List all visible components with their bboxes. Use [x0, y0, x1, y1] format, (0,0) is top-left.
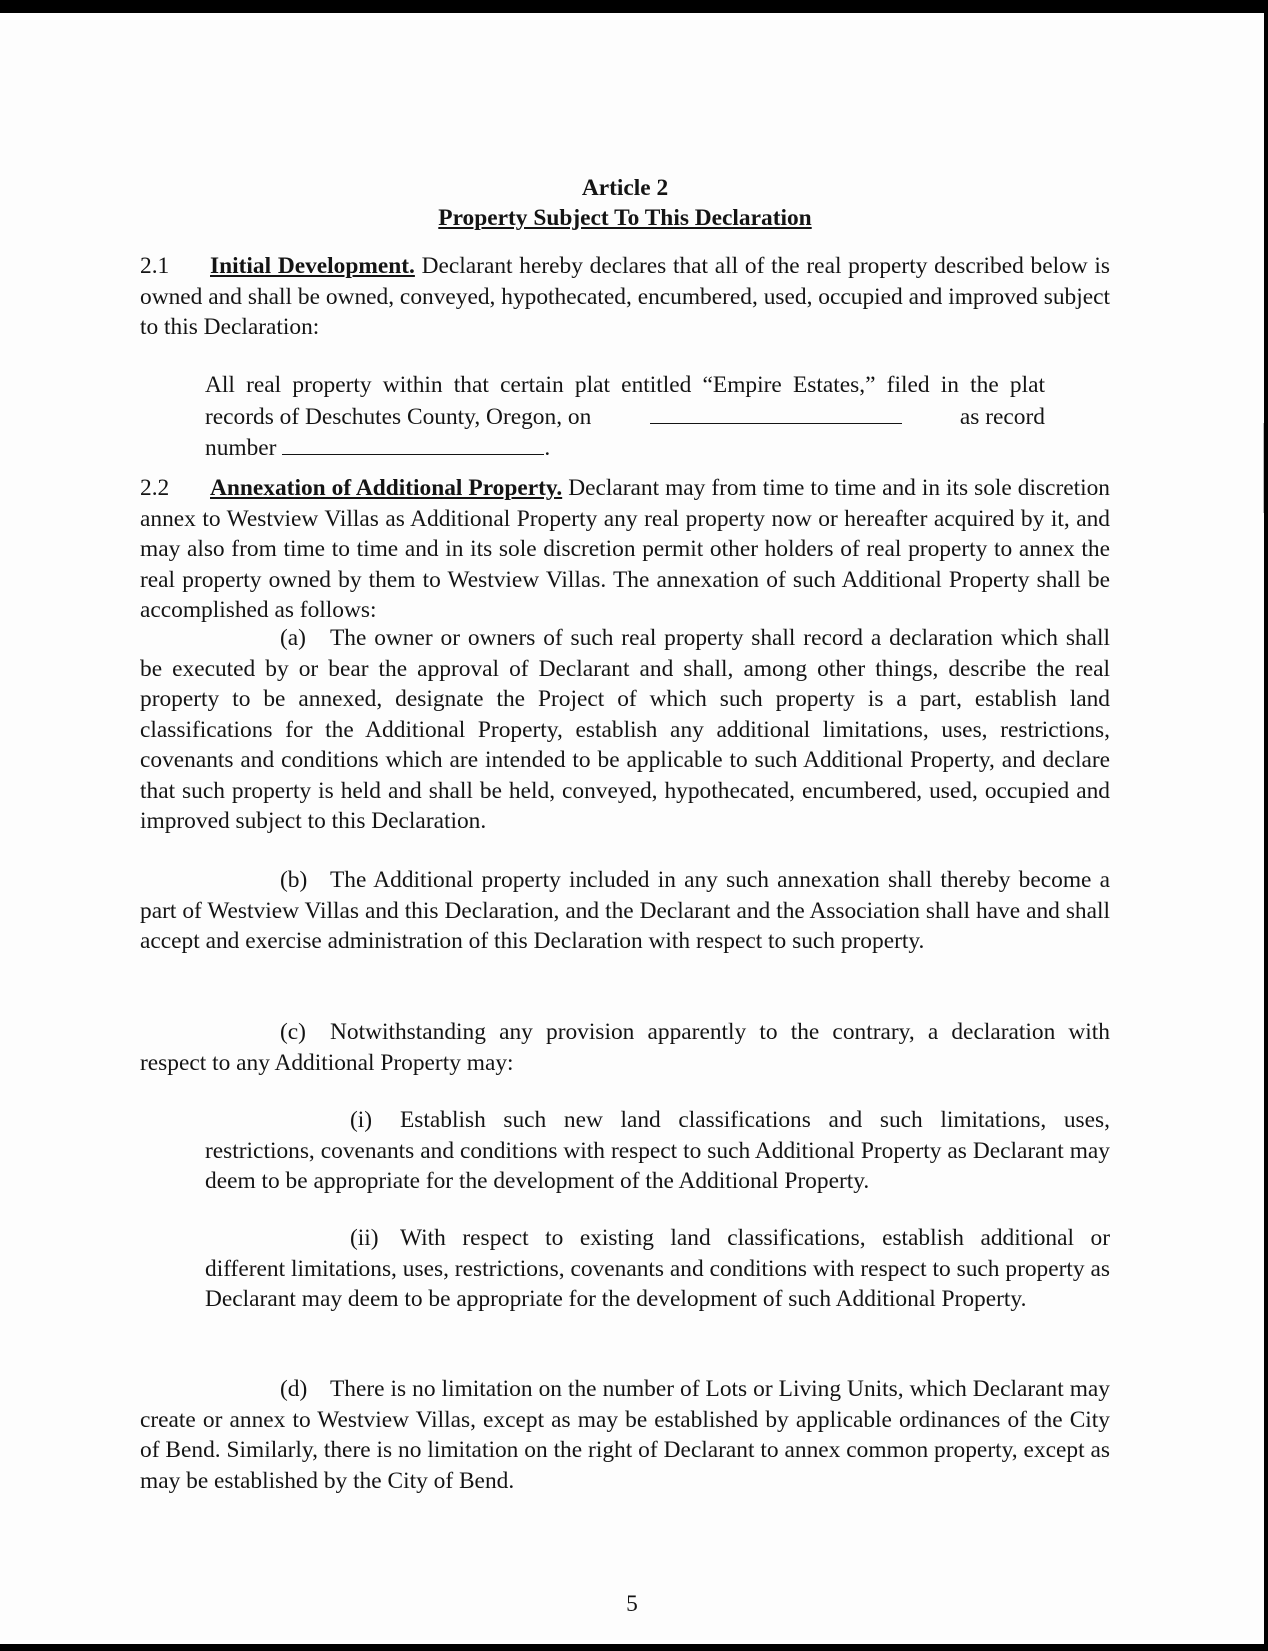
quote-number-word: number: [205, 435, 277, 461]
quote-post-blank: as record: [959, 403, 1045, 430]
subsection-c-i: [205, 1105, 1110, 1197]
section-2-1-number: 2.1: [140, 253, 170, 279]
section-2-2-text: Declarant may from time to time and in its sole discretion annex to Westview Villas as Additional Property any real property now or hereafter acquired by it, and may also from time to time and in its sole discretion permit other holders of real property to annex the real property owned by them to Westview Villas. The annexation of such Additional Property shall be accomplished as follows:: [140, 475, 1111, 623]
quote-end: .: [544, 435, 551, 461]
section-2-1: [140, 251, 1110, 343]
subsection-c: [140, 1017, 1110, 1078]
section-2-1-heading: Initial Development.: [210, 253, 415, 279]
scan-edge-mark: [1263, 423, 1264, 513]
section-2-1-quote: [205, 370, 1045, 464]
subsection-c-label: (c): [280, 1019, 306, 1045]
subsection-d-label: (d): [280, 1376, 308, 1402]
subsection-c-ii: [205, 1223, 1110, 1315]
section-2-2: [140, 473, 1110, 626]
article-title: Property Subject To This Declaration: [438, 205, 812, 231]
subsection-b-text: The Additional property included in any such annexation shall thereby become a part of Westview Villas and this Declaration, and the Declarant and the Association shall have and shall accept and exercise administration of this Declaration with respect to such property.: [140, 867, 1110, 954]
article-number: Article 2: [581, 175, 669, 201]
section-2-2-heading: Annexation of Additional Property.: [210, 475, 563, 501]
record-number-blank: [282, 432, 544, 455]
recording-date-blank: [650, 401, 902, 424]
subsection-c-ii-text: With respect to existing land classifications, establish additional or different limitations, uses, restrictions, covenants and conditions with respect to such property as Declarant may deem to be appropriate for the development of such Additional Property.: [205, 1225, 1110, 1312]
subsection-c-text: Notwithstanding any provision apparently to the contrary, a declaration with respect to any Additional Property may:: [140, 1019, 1110, 1076]
subsection-d-text: There is no limitation on the number of Lots or Living Units, which Declarant may create or annex to Westview Villas, except as may be established by applicable ordinances of the City of Bend. Similarly, there is no limitation on the right of Declarant to annex common property, except as may be established by the City of Bend.: [140, 1376, 1110, 1494]
document-page: [0, 13, 1264, 1644]
quote-line-2: [205, 401, 1045, 433]
subsection-b-label: (b): [280, 867, 308, 893]
subsection-c-ii-label: (ii): [350, 1225, 379, 1251]
subsection-b: [140, 865, 1110, 957]
quote-line-3: [205, 432, 1045, 464]
subsection-c-i-label: (i): [350, 1107, 373, 1133]
section-2-2-number: 2.2: [140, 475, 170, 501]
page-number: 5: [626, 1591, 638, 1617]
quote-pre-blank: records of Deschutes County, Oregon, on: [205, 403, 592, 430]
section-2-1-text: Declarant hereby declares that all of the real property described below is owned and shall be owned, conveyed, hypothecated, encumbered, used, occupied and improved subject to this Declaration:: [140, 253, 1110, 340]
subsection-a-text: The owner or owners of such real property shall record a declaration which shall be executed by or bear the approval of Declarant and shall, among other things, describe the real property to be annexed, designate the Project of which such property is a part, establish land classifications for the Additional Property, establish any additional limitations, uses, restrictions, covenants and conditions which are intended to be applicable to such Additional Property, and declare that such property is held and shall be held, conveyed, hypothecated, encumbered, used, occupied and improved subject to this Declaration.: [140, 625, 1110, 834]
subsection-a: [140, 623, 1110, 837]
subsection-c-i-text: Establish such new land classifications and such limitations, uses, restrictions, covenants and conditions with respect to such Additional Property as Declarant may deem to be appropriate for the development of the Additional Property.: [205, 1107, 1110, 1194]
subsection-d: [140, 1374, 1110, 1496]
subsection-a-label: (a): [280, 625, 306, 651]
quote-line-1: All real property within that certain plat entitled “Empire Estates,” filed in the plat: [205, 372, 1045, 398]
